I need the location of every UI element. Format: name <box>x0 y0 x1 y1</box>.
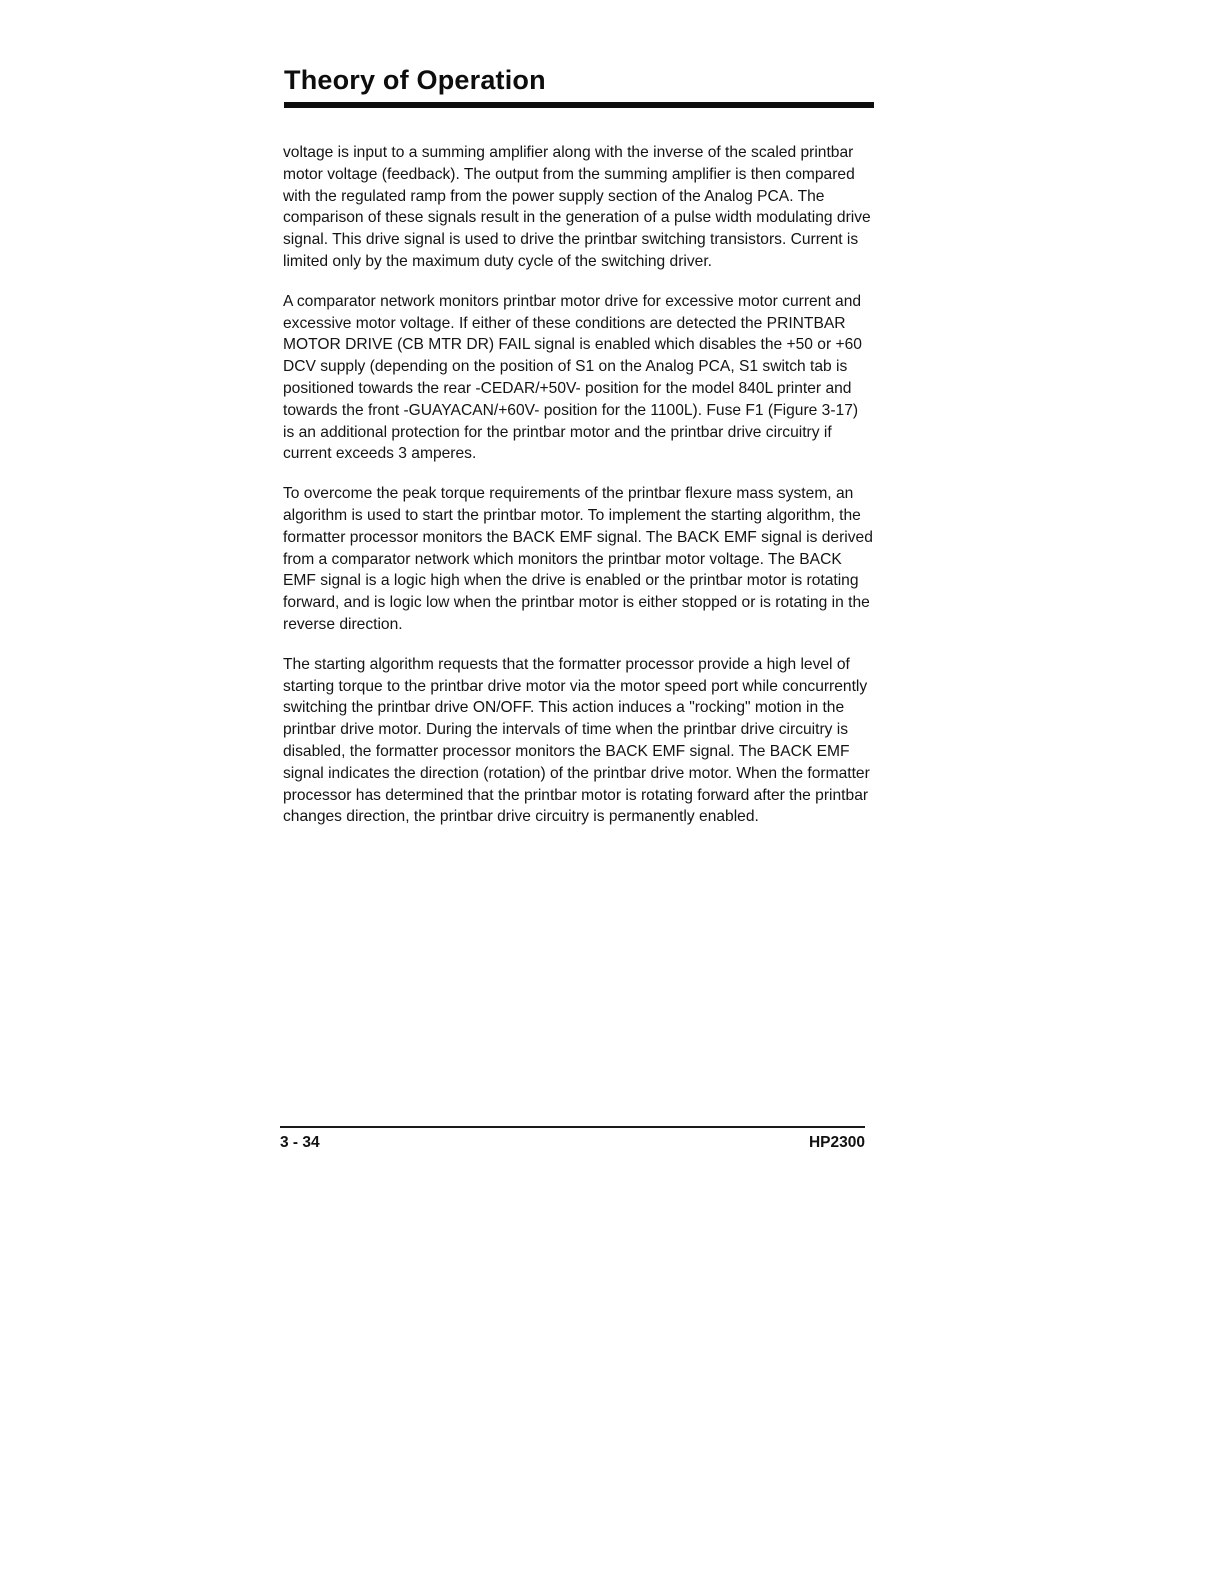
footer-row <box>280 1134 865 1152</box>
page-header <box>284 60 874 108</box>
body-text <box>283 142 873 846</box>
page-title: Theory of Operation <box>284 65 546 95</box>
page-footer <box>280 1126 865 1152</box>
paragraph-summing-amplifier: voltage is input to a summing amplifier along with the inverse of the scaled printbar motor voltage (feedback). The output from the summing amplifier is then compared with the regulated ramp from the power supply section of the Analog PCA. The comparison of these signals result in the generation of a pulse width modulating drive signal. This drive signal is used to drive the printbar switching transistors. Current is limited only by the maximum duty cycle of the switching driver. <box>283 144 871 270</box>
paragraph-comparator-network: A comparator network monitors printbar motor drive for excessive motor current and excessive motor voltage. If either of these conditions are detected the PRINTBAR MOTOR DRIVE (CB MTR DR) FAIL signal is enabled which disables the +50 or +60 DCV supply (depending on the position of S1 on the Analog PCA, S1 switch tab is positioned towards the rear -CEDAR/+50V- position for the model 840L printer and towards the front -GUAYACAN/+60V- position for the 1100L). Fuse F1 (Figure 3-17) is an additional protection for the printbar motor and the printbar drive circuitry if current exceeds 3 amperes. <box>283 292 862 463</box>
paragraph-starting-algorithm: To overcome the peak torque requirements of the printbar flexure mass system, an algorithm is used to start the printbar motor. To implement the starting algorithm, the formatter processor monitors the BACK EMF signal. The BACK EMF signal is derived from a comparator network which monitors the printbar motor voltage. The BACK EMF signal is a logic high when the drive is enabled or the printbar motor is rotating forward, and is logic low when the printbar motor is either stopped or is rotating in the reverse direction. <box>283 485 873 633</box>
footer-rule <box>280 1126 865 1128</box>
paragraph-rocking-motion: The starting algorithm requests that the formatter processor provide a high level of starting torque to the printbar drive motor via the motor speed port while concurrently switching the printbar drive ON/OFF. This action induces a "rocking" motion in the printbar drive motor. During the intervals of time when the printbar drive circuitry is disabled, the formatter processor monitors the BACK EMF signal. The BACK EMF signal indicates the direction (rotation) of the printbar drive motor. When the formatter processor has determined that the printbar motor is rotating forward after the printbar changes direction, the printbar drive circuitry is permanently enabled. <box>283 655 870 826</box>
page-number: 3 - 34 <box>280 1134 320 1151</box>
model-name: HP2300 <box>808 1134 865 1151</box>
title-rule <box>284 102 874 108</box>
